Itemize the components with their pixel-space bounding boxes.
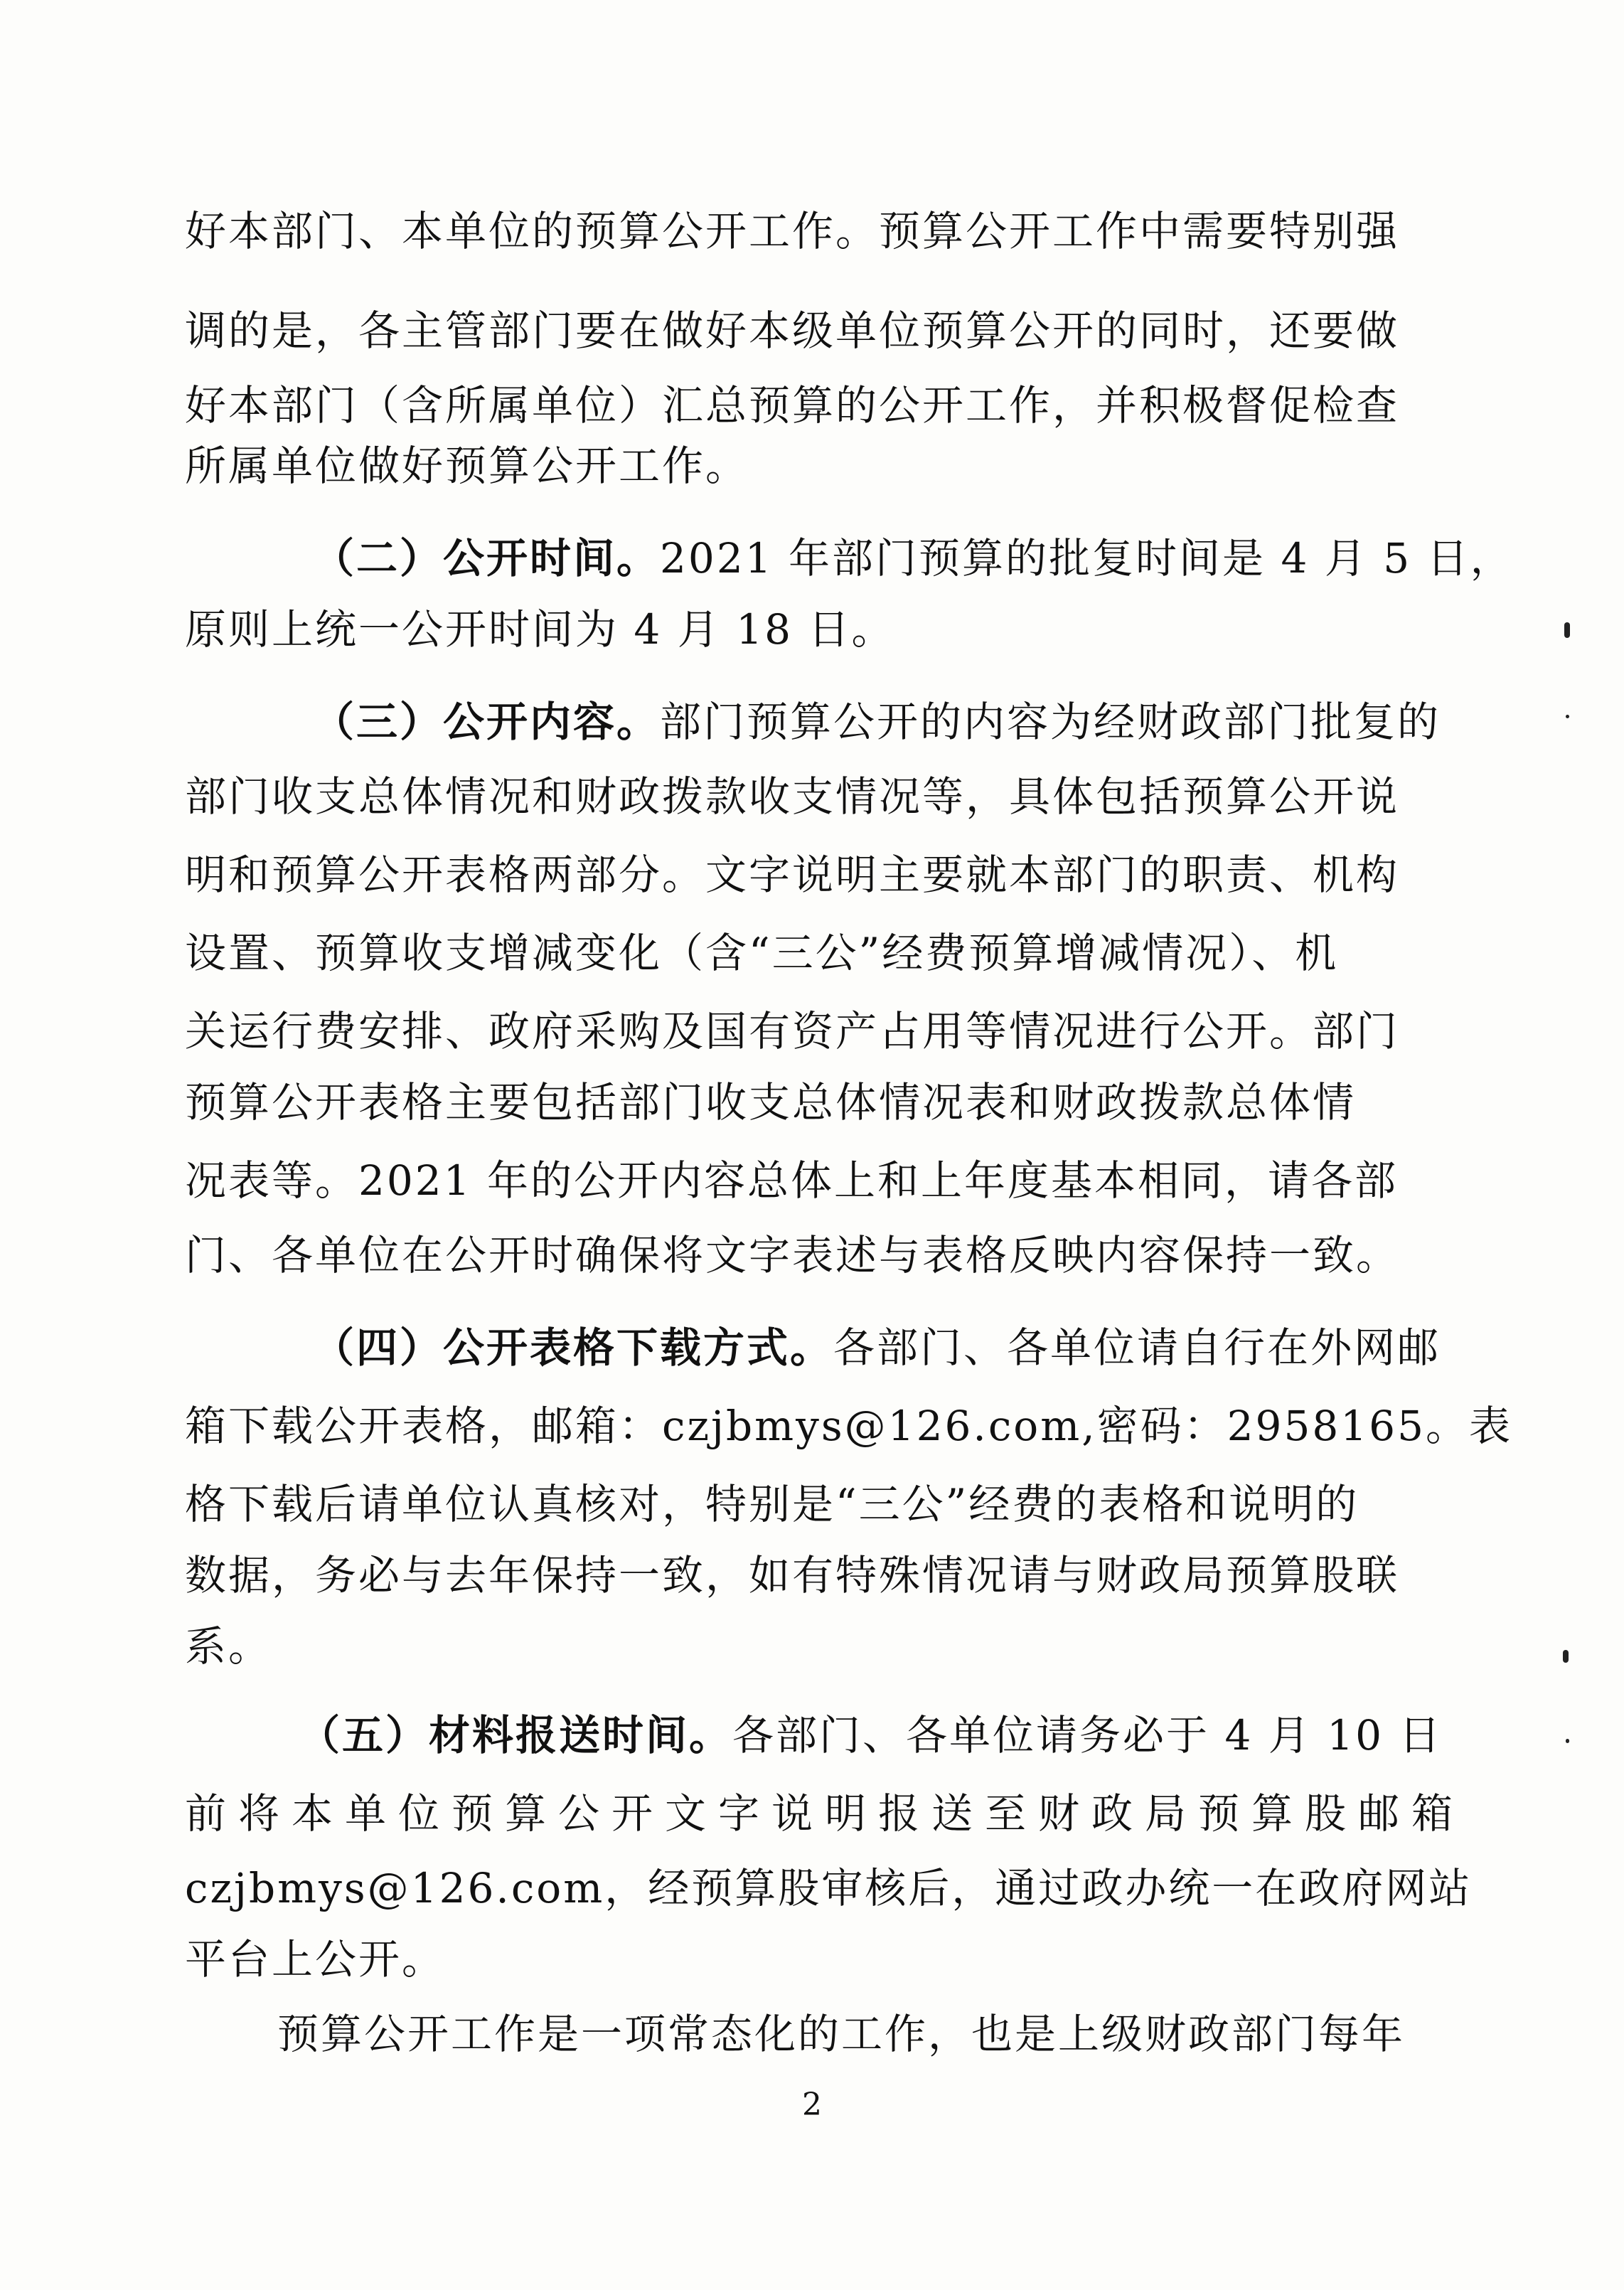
section-heading-disclosure-time: （二）公开时间。 <box>313 534 661 582</box>
section-heading-disclosure-content: （三）公开内容。 <box>313 698 661 746</box>
paragraph-line: 好本部门、本单位的预算公开工作。预算公开工作中需要特别强 <box>185 207 1400 255</box>
section-heading-line: （三）公开内容。部门预算公开的内容为经财政部门批复的 <box>313 698 1441 746</box>
section-heading-download-method: （四）公开表格下载方式。 <box>313 1324 834 1372</box>
paragraph-line: 明和预算公开表格两部分。文字说明主要就本部门的职责、机构 <box>185 851 1400 899</box>
paragraph-line: 格下载后请单位认真核对，特别是“三公”经费的表格和说明的 <box>185 1480 1359 1528</box>
section-heading-submission-time: （五）材料报送时间。 <box>299 1711 733 1759</box>
paragraph-line: 箱下载公开表格，邮箱：czjbmys@126.com,密码：2958165。表 <box>185 1402 1512 1450</box>
paragraph-line: 数据，务必与去年保持一致，如有特殊情况请与财政局预算股联 <box>185 1551 1400 1599</box>
section-heading-line: （二）公开时间。2021 年部门预算的批复时间是 4 月 5 日， <box>313 534 1514 582</box>
paragraph-line: 前将本单位预算公开文字说明报送至财政局预算股邮箱 <box>185 1789 1465 1838</box>
binding-hole-mark <box>1564 622 1570 638</box>
paragraph-line: 况表等。2021 年的公开内容总体上和上年度基本相同，请各部 <box>185 1156 1399 1205</box>
binding-hole-mark <box>1563 1650 1569 1663</box>
paragraph-line: 系。 <box>185 1622 272 1671</box>
paragraph-line: 所属单位做好预算公开工作。 <box>185 442 749 490</box>
paragraph-line: 调的是，各主管部门要在做好本级单位预算公开的同时，还要做 <box>185 307 1400 355</box>
paragraph-line: 门、各单位在公开时确保将文字表述与表格反映内容保持一致。 <box>185 1231 1400 1279</box>
section-heading-line: （五）材料报送时间。各部门、各单位请务必于 4 月 10 日 <box>299 1711 1443 1759</box>
paragraph-line: 原则上统一公开时间为 4 月 18 日。 <box>185 605 895 654</box>
paragraph-line: czjbmys@126.com，经预算股审核后，通过政办统一在政府网站 <box>185 1864 1473 1912</box>
page-number: 2 <box>802 2087 822 2123</box>
paragraph-line: 关运行费安排、政府采购及国有资产占用等情况进行公开。部门 <box>185 1007 1400 1055</box>
section-heading-line: （四）公开表格下载方式。各部门、各单位请自行在外网邮 <box>313 1324 1441 1372</box>
paragraph-line: 设置、预算收支增减变化（含“三公”经费预算增减情况）、机 <box>185 929 1339 977</box>
paragraph-line: 平台上公开。 <box>185 1935 446 1983</box>
paragraph-line: 部门收支总体情况和财政拨款收支情况等，具体包括预算公开说 <box>185 772 1400 821</box>
binding-hole-mark <box>1566 715 1569 718</box>
paragraph-line: 预算公开表格主要包括部门收支总体情况表和财政拨款总体情 <box>185 1078 1357 1127</box>
paragraph-line: 好本部门（含所属单位）汇总预算的公开工作，并积极督促检查 <box>185 381 1400 430</box>
binding-hole-mark <box>1566 1739 1569 1743</box>
paragraph-line: 预算公开工作是一项常态化的工作，也是上级财政部门每年 <box>277 2010 1406 2058</box>
